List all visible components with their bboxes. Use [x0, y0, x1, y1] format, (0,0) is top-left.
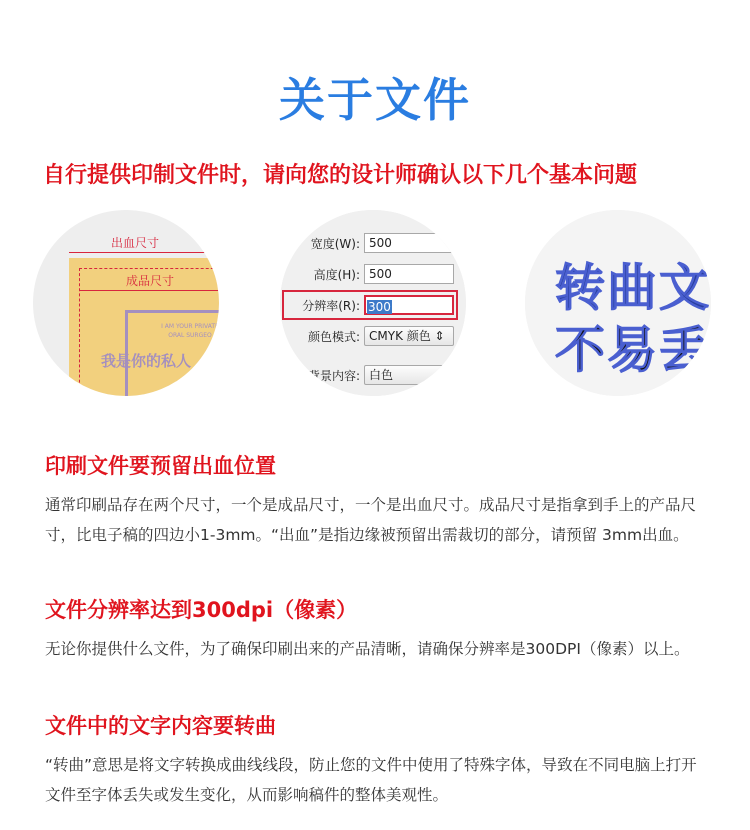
bleed-heading: 印刷文件要预留出血位置: [45, 454, 276, 478]
outline-body: “转曲”意思是将文字转换成曲线线段，防止您的文件中使用了特殊字体，导致在不同电脑上打开文件至字体丢失或发生变化，从而影响稿件的整体美观性。: [45, 756, 697, 804]
height-label: 高度(H):: [313, 267, 360, 282]
resolution-heading: 文件分辨率达到300dpi（像素）: [45, 598, 358, 622]
outline-heading: 文件中的文字内容要转曲: [45, 714, 276, 738]
bleed-body: 通常印刷品存在两个尺寸，一个是成品尺寸，一个是出血尺寸。成品尺寸是指拿到手上的产品尺寸，比电子稿的四边小1-3mm。“出血”是指边缘被预留出需裁切的部分，请预留 3mm出血。: [45, 496, 697, 544]
width-label: 宽度(W):: [310, 236, 360, 251]
width-row: [290, 232, 454, 254]
resolution-row: [290, 294, 454, 316]
height-row: [290, 263, 454, 285]
color-mode-select: CMYK 颜色 ⇕: [364, 326, 454, 346]
bleed-section: [45, 450, 705, 550]
background-label: 背景内容:: [307, 368, 360, 383]
outline-text-line-1: 转曲文: [555, 259, 711, 317]
finished-size-label: 成品尺寸: [126, 274, 175, 288]
resolution-section: [45, 594, 705, 664]
outline-text-line-2: 不易丢: [555, 321, 711, 379]
resolution-value: 300: [368, 300, 391, 314]
bleed-size-line: [69, 252, 219, 253]
resolution-field: [364, 295, 454, 315]
page-title: 关于文件: [279, 73, 471, 127]
outline-text-illustration: [525, 210, 711, 396]
resolution-label: 分辨率(R):: [302, 298, 360, 313]
outline-section: [45, 710, 705, 810]
finished-size-line: [79, 290, 219, 291]
color-mode-label: 颜色模式:: [307, 329, 360, 344]
width-field: 500: [364, 233, 454, 253]
background-select: 白色: [364, 365, 454, 385]
intro-text: 自行提供印制文件时，请向您的设计师确认以下几个基本问题: [43, 163, 638, 188]
background-row: [290, 364, 454, 386]
bleed-size-label: 出血尺寸: [111, 236, 160, 250]
resolution-body: 无论你提供什么文件，为了确保印刷出来的产品清晰，请确保分辨率是300DPI（像素）以上。: [45, 640, 690, 658]
resolution-dialog-illustration: [280, 210, 466, 396]
bleed-illustration: [33, 210, 219, 396]
color-mode-row: [290, 325, 454, 347]
design-small-text: I AM YOUR PRIVATE ORAL SURGEO: [161, 323, 219, 339]
design-brand-text: 我是你的私人: [101, 352, 192, 370]
height-field: 500: [364, 264, 454, 284]
